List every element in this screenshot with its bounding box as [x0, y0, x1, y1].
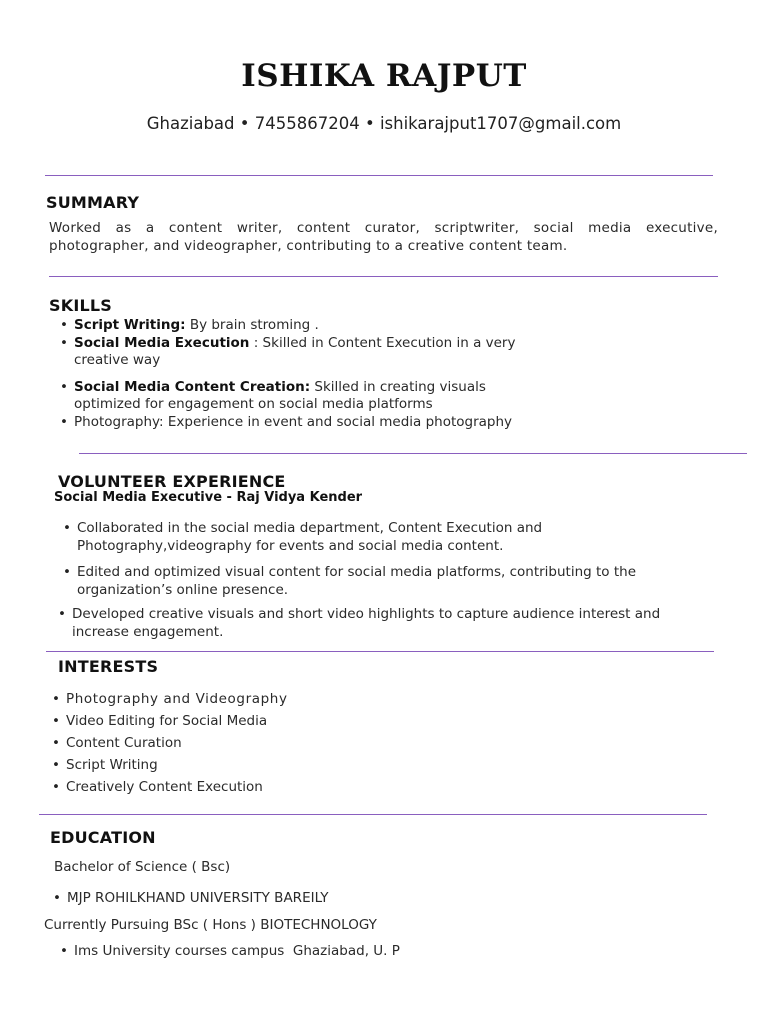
skill-item: [74, 414, 554, 432]
volunteer-item: • Developed creative visuals and short video highlights to capture audience interest and increase engagement.: [72, 606, 707, 641]
candidate-name: ISHIKA RAJPUT: [241, 58, 527, 94]
interest-item: • Creatively Content Execution: [66, 776, 466, 798]
education-list-2: [74, 943, 474, 961]
volunteer-role: Social Media Executive - Raj Vidya Kender: [54, 490, 363, 505]
skill-label: Script Writing:: [74, 317, 186, 333]
degree-2: Currently Pursuing BSc ( Hons ) BIOTECHNOLOGY: [44, 917, 377, 933]
education-heading: EDUCATION: [50, 828, 156, 847]
degree-1: Bachelor of Science ( Bsc): [54, 859, 231, 875]
skill-text: : Skilled in Content Execution in a very creative way: [74, 334, 516, 368]
interest-item: • Photography and Videography: [66, 688, 466, 710]
contact-line: Ghaziabad • 7455867204 • ishikarajput1707@gmail.com: [146, 114, 622, 133]
volunteer-item: • Edited and optimized visual content for social media platforms, contributing to the organization’s online presence.: [77, 564, 707, 599]
skill-text: By brain stroming .: [185, 317, 319, 333]
skill-text: Photography: Experience in event and social media photography: [74, 413, 513, 430]
divider: [79, 453, 747, 454]
school-item: • Ims University courses campus Ghaziabad, U. P: [74, 943, 474, 961]
skill-label: Social Media Execution: [74, 334, 250, 351]
summary-text: Worked as a content writer, content curator, scriptwriter, social media executive, photographer, and videographer, contributing to a creative content team.: [49, 220, 718, 254]
skill-label: Social Media Content Creation:: [74, 378, 311, 395]
divider: [45, 175, 713, 176]
interest-item: • Script Writing: [66, 754, 466, 776]
skill-item: [74, 335, 554, 370]
divider: [39, 814, 707, 815]
summary-heading: SUMMARY: [46, 193, 140, 212]
skills-heading: SKILLS: [49, 296, 112, 315]
volunteer-list-extra: [72, 606, 707, 641]
education-list-1: [67, 890, 467, 908]
interests-list: [66, 688, 466, 798]
interests-heading: INTERESTS: [58, 657, 159, 676]
interest-item: • Video Editing for Social Media: [66, 710, 466, 732]
school-item: • MJP ROHILKHAND UNIVERSITY BAREILY: [67, 890, 467, 908]
skill-text: Skilled in creating visuals optimized for engagement on social media platforms: [74, 378, 486, 412]
volunteer-item: • Collaborated in the social media department, Content Execution and Photography,videography for events and social media content.: [77, 520, 707, 555]
skill-item: [74, 317, 554, 335]
divider: [49, 276, 718, 277]
volunteer-list: [77, 520, 707, 599]
divider: [46, 651, 714, 652]
volunteer-heading: VOLUNTEER EXPERIENCE: [58, 472, 286, 491]
skills-list: [74, 317, 554, 431]
skill-item: [74, 379, 554, 414]
interest-item: • Content Curation: [66, 732, 466, 754]
